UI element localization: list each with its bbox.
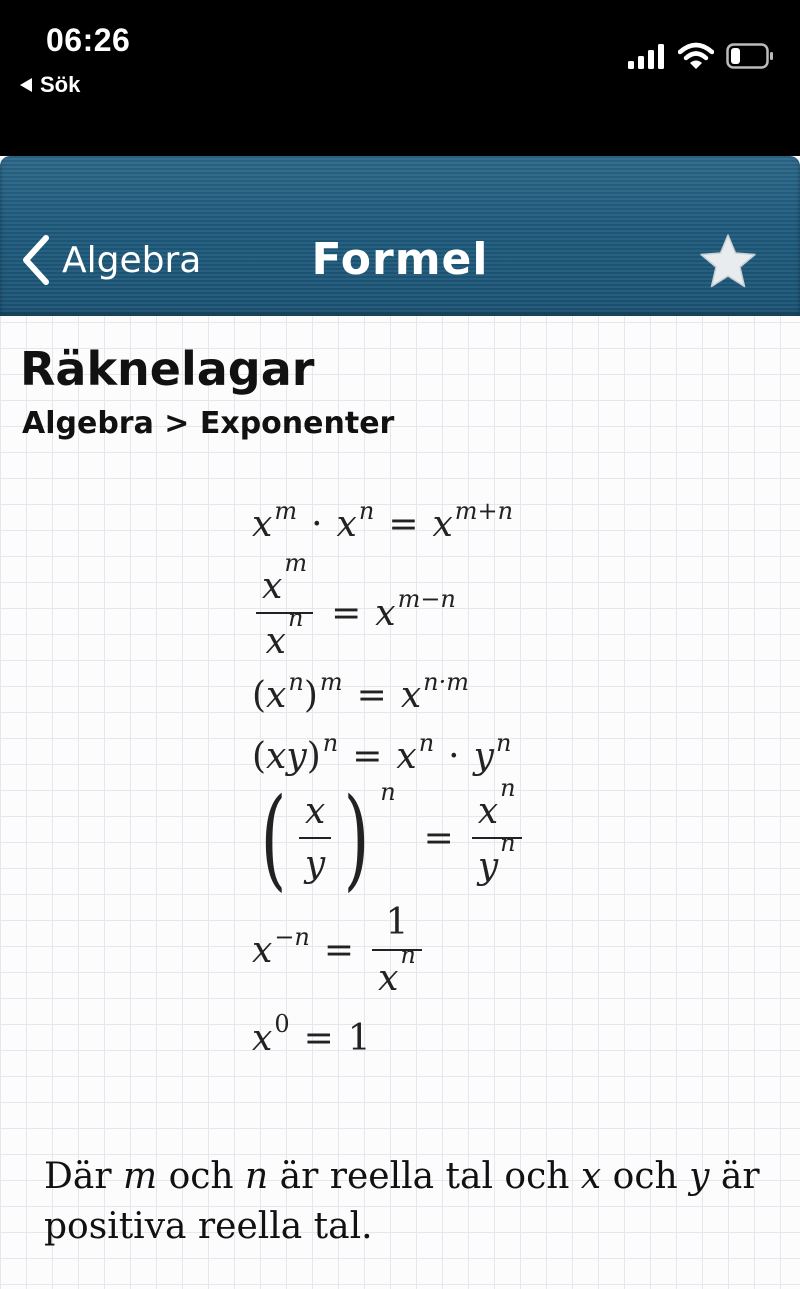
exponent: n [322, 728, 339, 757]
explanation-text [44, 1152, 764, 1253]
right-paren: ) [306, 736, 321, 778]
equals-sign: = [323, 930, 355, 972]
back-to-app-label: Sök [40, 72, 81, 97]
term: x [432, 504, 453, 545]
exponent: n [288, 667, 304, 696]
status-icons [628, 42, 774, 70]
numerator [472, 774, 522, 833]
formula-power-of-power [252, 667, 772, 717]
navigation-bar [0, 156, 800, 316]
term: x [265, 621, 286, 663]
exponent: n [400, 940, 416, 969]
equals-sign: = [331, 592, 362, 634]
signal-icon [628, 43, 666, 69]
exponent: m+n [454, 496, 514, 525]
numerator: x [304, 791, 326, 833]
term: x [252, 1017, 273, 1059]
denominator: y [304, 844, 326, 886]
exponent: m [319, 667, 343, 696]
exponent: n [418, 728, 435, 757]
exponent: −n [274, 922, 310, 951]
exponent: n [358, 496, 375, 525]
formula-quotient-rule [252, 549, 772, 663]
back-to-app-link[interactable] [20, 72, 80, 98]
fraction [372, 901, 422, 999]
right-paren: ) [343, 774, 370, 903]
numerator [256, 549, 313, 608]
exponent: n [500, 829, 516, 858]
breadcrumb: Algebra > Exponenter [22, 406, 395, 441]
status-bar [0, 0, 800, 156]
nav-back-label: Algebra [62, 239, 202, 281]
fraction-bar [299, 837, 331, 839]
page-title: Räknelagar [20, 342, 315, 396]
operator: · [448, 736, 460, 778]
exponent: m [284, 549, 308, 577]
formula-zero-exponent [252, 1010, 772, 1059]
variable-m: m [122, 1156, 158, 1197]
term: x [396, 736, 417, 778]
equals-sign: = [352, 736, 383, 778]
right-paren: ) [303, 675, 318, 717]
denominator [472, 829, 522, 888]
term: x [336, 504, 357, 545]
left-paren: ( [260, 774, 287, 903]
operator: · [311, 504, 323, 545]
term: y [473, 736, 494, 778]
formula-list [252, 496, 772, 1059]
variable-x: x [580, 1156, 602, 1197]
numerator: 1 [385, 902, 409, 944]
formula-product-rule [252, 496, 772, 545]
equals-sign: = [423, 817, 454, 859]
left-paren: ( [252, 675, 267, 717]
text-part: Där [44, 1156, 123, 1197]
nav-title: Formel [311, 234, 489, 285]
favorite-button[interactable] [698, 232, 758, 294]
content-area [0, 316, 800, 1289]
variable-n: n [245, 1156, 269, 1197]
term: x [252, 504, 273, 545]
formula-power-of-quotient [252, 774, 772, 903]
battery-icon [726, 43, 774, 69]
exponent: n [380, 778, 396, 807]
fraction [299, 790, 331, 886]
fraction [472, 774, 522, 888]
exponent: n·m [423, 667, 469, 696]
denominator [372, 940, 422, 1000]
fraction-bar [256, 612, 313, 614]
back-triangle-icon [20, 78, 32, 92]
term: 1 [347, 1017, 371, 1059]
exponent: 0 [274, 1010, 290, 1039]
equals-sign: = [303, 1017, 334, 1059]
left-paren: ( [252, 736, 267, 778]
status-time: 06:26 [46, 22, 131, 58]
equals-sign: = [356, 675, 387, 717]
term: y [477, 846, 499, 888]
denominator [260, 604, 310, 663]
term: x [262, 566, 283, 607]
text-part: och [601, 1156, 690, 1197]
fraction [256, 549, 313, 663]
term: x [378, 957, 399, 999]
term: x [375, 592, 396, 634]
formula-negative-exponent [252, 901, 772, 999]
exponent: n [495, 728, 512, 757]
text-part: och [157, 1156, 246, 1197]
exponent: n [500, 774, 516, 803]
term: x [400, 675, 422, 717]
exponent: m−n [397, 585, 456, 614]
term: xy [266, 736, 307, 778]
exponent: m [274, 496, 298, 525]
wifi-icon [678, 42, 714, 70]
variable-y: y [689, 1156, 710, 1197]
term: x [252, 930, 273, 972]
formula-power-of-product [252, 728, 772, 778]
equals-sign: = [388, 504, 419, 545]
term: x [477, 791, 499, 833]
text-part: är positiva reella tal. [44, 1156, 760, 1248]
exponent: n [287, 604, 304, 633]
text-part: är reella tal och [268, 1156, 581, 1197]
star-icon [698, 232, 758, 290]
term: x [266, 675, 287, 717]
